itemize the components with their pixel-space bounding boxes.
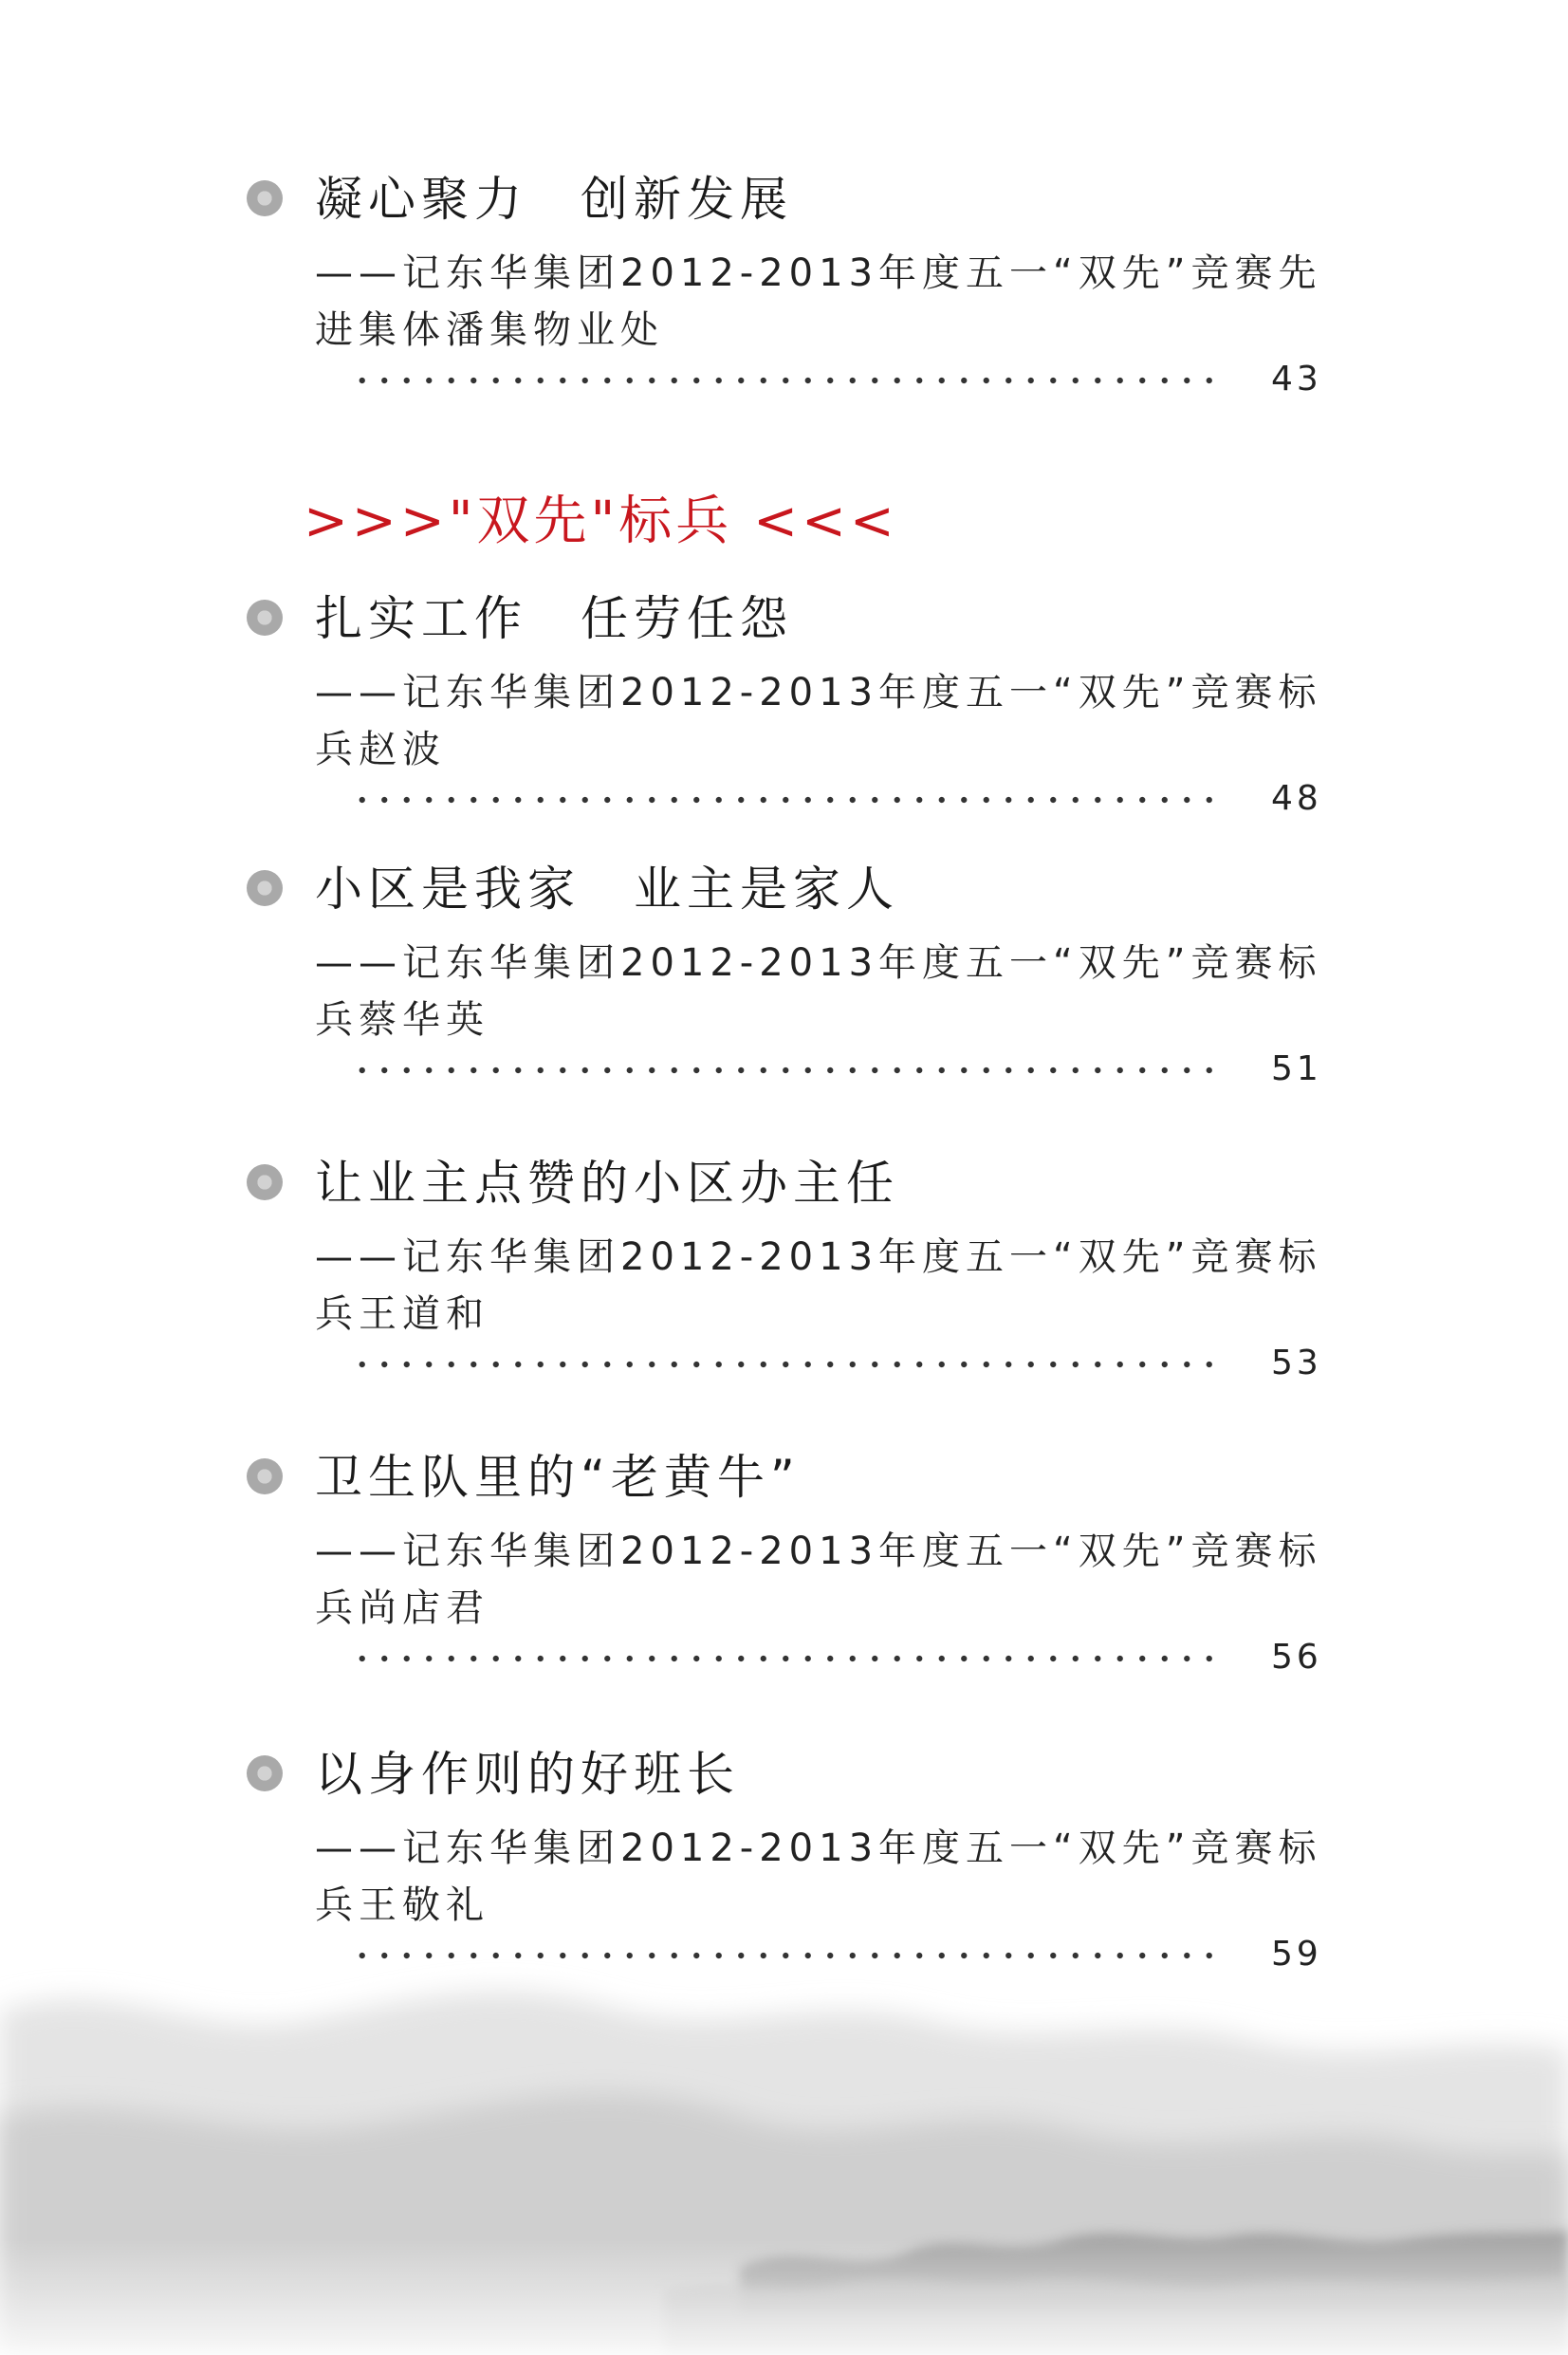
toc-entry[interactable] <box>247 588 1347 825</box>
toc-entry[interactable] <box>247 1447 1347 1684</box>
dot-leader <box>351 1053 1228 1087</box>
bullet-icon <box>247 600 283 636</box>
entry-title: 以身作则的好班长 <box>315 1747 740 1802</box>
bullet-icon <box>247 870 283 906</box>
entry-title: 让业主点赞的小区办主任 <box>315 1156 899 1211</box>
toc-entry[interactable] <box>247 859 1347 1096</box>
bullet-icon <box>247 180 283 216</box>
entry-title: 卫生队里的“老黄牛” <box>315 1450 801 1505</box>
page-number: 59 <box>1271 1935 1322 1974</box>
dot-leader <box>351 1347 1228 1381</box>
page-number: 43 <box>1271 360 1322 399</box>
dot-leader <box>351 783 1228 817</box>
entry-subtitle: ——记东华集团2012-2013年度五一“双先”竞赛标兵王敬礼 <box>315 1827 1322 1927</box>
entry-subtitle: ——记东华集团2012-2013年度五一“双先”竞赛标兵尚店君 <box>315 1530 1322 1630</box>
page-number: 56 <box>1271 1638 1322 1677</box>
page-number: 48 <box>1271 779 1322 818</box>
toc-entry[interactable] <box>247 1153 1347 1390</box>
entry-title: 凝心聚力 创新发展 <box>315 172 793 227</box>
entry-subtitle: ——记东华集团2012-2013年度五一“双先”竞赛先进集体潘集物业处 <box>315 251 1322 352</box>
section-heading: >>>"双先"标兵 <<< <box>304 491 898 552</box>
page-number: 51 <box>1271 1049 1322 1088</box>
page-number: 53 <box>1271 1344 1322 1382</box>
entry-title: 扎实工作 任劳任怨 <box>315 591 793 646</box>
bullet-icon <box>247 1164 283 1200</box>
entry-subtitle: ——记东华集团2012-2013年度五一“双先”竞赛标兵蔡华英 <box>315 941 1322 1042</box>
bullet-icon <box>247 1458 283 1494</box>
toc-entry[interactable] <box>247 169 1347 406</box>
dot-leader <box>351 363 1228 398</box>
dot-leader <box>351 1641 1228 1676</box>
entry-title: 小区是我家 业主是家人 <box>315 862 899 917</box>
entry-subtitle: ——记东华集团2012-2013年度五一“双先”竞赛标兵王道和 <box>315 1235 1322 1336</box>
entry-subtitle: ——记东华集团2012-2013年度五一“双先”竞赛标兵赵波 <box>315 671 1322 771</box>
toc-entry[interactable] <box>247 1744 1347 1981</box>
ink-mountain-illustration <box>0 1955 1568 2355</box>
bullet-icon <box>247 1755 283 1791</box>
